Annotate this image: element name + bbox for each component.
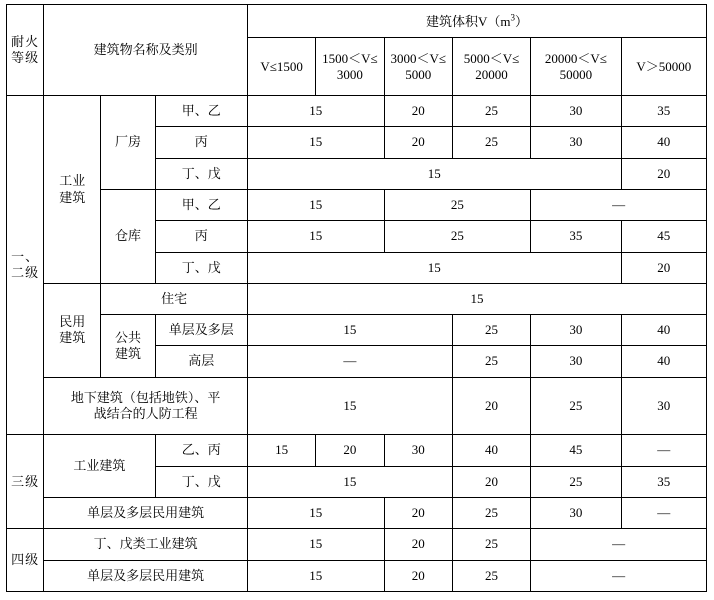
row-label: 丁、戊 (155, 466, 247, 497)
category-industrial-grade3: 工业建筑 (44, 435, 155, 498)
row-label: 单层及多层 (155, 315, 247, 346)
value-cell: — (248, 346, 453, 377)
value-cell: 30 (531, 497, 621, 528)
header-building-volume: 建筑体积$V(m^3)$ (248, 5, 707, 38)
category-civil: 民用 建筑 (44, 283, 101, 377)
value-cell: 40 (452, 435, 530, 466)
table-row (7, 497, 707, 528)
header-fire-grade: 耐火 等级 (7, 5, 44, 96)
row-label: 高层 (155, 346, 247, 377)
row-label: 丁、戊类工业建筑 (44, 529, 248, 560)
row-label: 甲、乙 (155, 96, 247, 127)
value-cell: 40 (621, 346, 706, 377)
table-row (7, 190, 707, 221)
value-cell: 35 (621, 466, 706, 497)
value-cell: 45 (531, 435, 621, 466)
value-cell: 25 (452, 96, 530, 127)
value-cell: 20 (384, 127, 452, 158)
value-cell: 35 (621, 96, 706, 127)
value-cell: 15 (248, 377, 453, 435)
table-row (7, 377, 707, 435)
value-cell: — (621, 497, 706, 528)
row-label-underground: 地下建筑（包括地铁）、平 战结合的人防工程 (44, 377, 248, 435)
value-cell: 30 (621, 377, 706, 435)
value-cell: 20 (452, 377, 530, 435)
row-label: 丁、戊 (155, 158, 247, 189)
header-volume-col-6: V＞50000 (621, 38, 706, 96)
value-cell: 20 (384, 560, 452, 591)
value-cell: 15 (248, 158, 622, 189)
value-cell: 25 (531, 466, 621, 497)
value-cell: — (621, 435, 706, 466)
value-cell: 15 (248, 96, 385, 127)
table-row (7, 529, 707, 560)
header-volume-col-5: 20000＜V≤ 50000 (531, 38, 621, 96)
row-label: 丙 (155, 127, 247, 158)
table-header-row-1 (7, 5, 707, 38)
grade-cell-3: 三级 (7, 435, 44, 529)
category-industrial: 工业 建筑 (44, 96, 101, 284)
row-label: 住宅 (101, 283, 248, 314)
value-cell: 40 (621, 127, 706, 158)
subcategory-warehouse: 仓库 (101, 190, 155, 284)
value-cell: 45 (621, 221, 706, 252)
value-cell: 15 (248, 466, 453, 497)
row-label: 丁、戊 (155, 252, 247, 283)
value-cell: 15 (248, 315, 453, 346)
value-cell: 15 (248, 221, 385, 252)
value-cell: 30 (531, 315, 621, 346)
value-cell: 15 (248, 127, 385, 158)
value-cell: 25 (452, 315, 530, 346)
value-cell: 30 (531, 96, 621, 127)
header-volume-col-2: 1500＜V≤ 3000 (316, 38, 384, 96)
value-cell: 25 (452, 497, 530, 528)
subcategory-factory: 厂房 (101, 96, 155, 190)
value-cell: 30 (531, 346, 621, 377)
value-cell: 20 (621, 252, 706, 283)
table-row (7, 315, 707, 346)
row-label: 单层及多层民用建筑 (44, 497, 248, 528)
row-label: 单层及多层民用建筑 (44, 560, 248, 591)
value-cell: 35 (531, 221, 621, 252)
header-volume-col-4: 5000＜V≤ 20000 (452, 38, 530, 96)
fire-resistance-volume-table (6, 4, 707, 592)
subcategory-public: 公共 建筑 (101, 315, 155, 378)
value-cell: 15 (248, 497, 385, 528)
row-label: 丙 (155, 221, 247, 252)
header-volume-col-1: V≤1500 (248, 38, 316, 96)
value-cell: 15 (248, 283, 707, 314)
value-cell: 20 (621, 158, 706, 189)
value-cell: 25 (452, 127, 530, 158)
value-cell: 15 (248, 190, 385, 221)
value-cell: 20 (452, 466, 530, 497)
row-label: 甲、乙 (155, 190, 247, 221)
value-cell: 30 (384, 435, 452, 466)
value-cell: 40 (621, 315, 706, 346)
table-row (7, 560, 707, 591)
value-cell: 25 (384, 221, 531, 252)
value-cell: 20 (384, 96, 452, 127)
header-volume-col-3: 3000＜V≤ 5000 (384, 38, 452, 96)
table-row (7, 96, 707, 127)
value-cell: 15 (248, 560, 385, 591)
value-cell: — (531, 529, 707, 560)
value-cell: 20 (316, 435, 384, 466)
table-row (7, 283, 707, 314)
value-cell: 25 (452, 346, 530, 377)
value-cell: 25 (452, 529, 530, 560)
grade-cell-4: 四级 (7, 529, 44, 592)
value-cell: 15 (248, 435, 316, 466)
row-label: 乙、丙 (155, 435, 247, 466)
value-cell: 20 (384, 497, 452, 528)
value-cell: 15 (248, 252, 622, 283)
table-row (7, 435, 707, 466)
value-cell: 15 (248, 529, 385, 560)
value-cell: 25 (452, 560, 530, 591)
header-building-name-category: 建筑物名称及类别 (44, 5, 248, 96)
value-cell: 30 (531, 127, 621, 158)
value-cell: 25 (531, 377, 621, 435)
value-cell: 20 (384, 529, 452, 560)
value-cell: — (531, 560, 707, 591)
value-cell: — (531, 190, 707, 221)
value-cell: 25 (384, 190, 531, 221)
grade-cell-1-2: 一、 二级 (7, 96, 44, 435)
